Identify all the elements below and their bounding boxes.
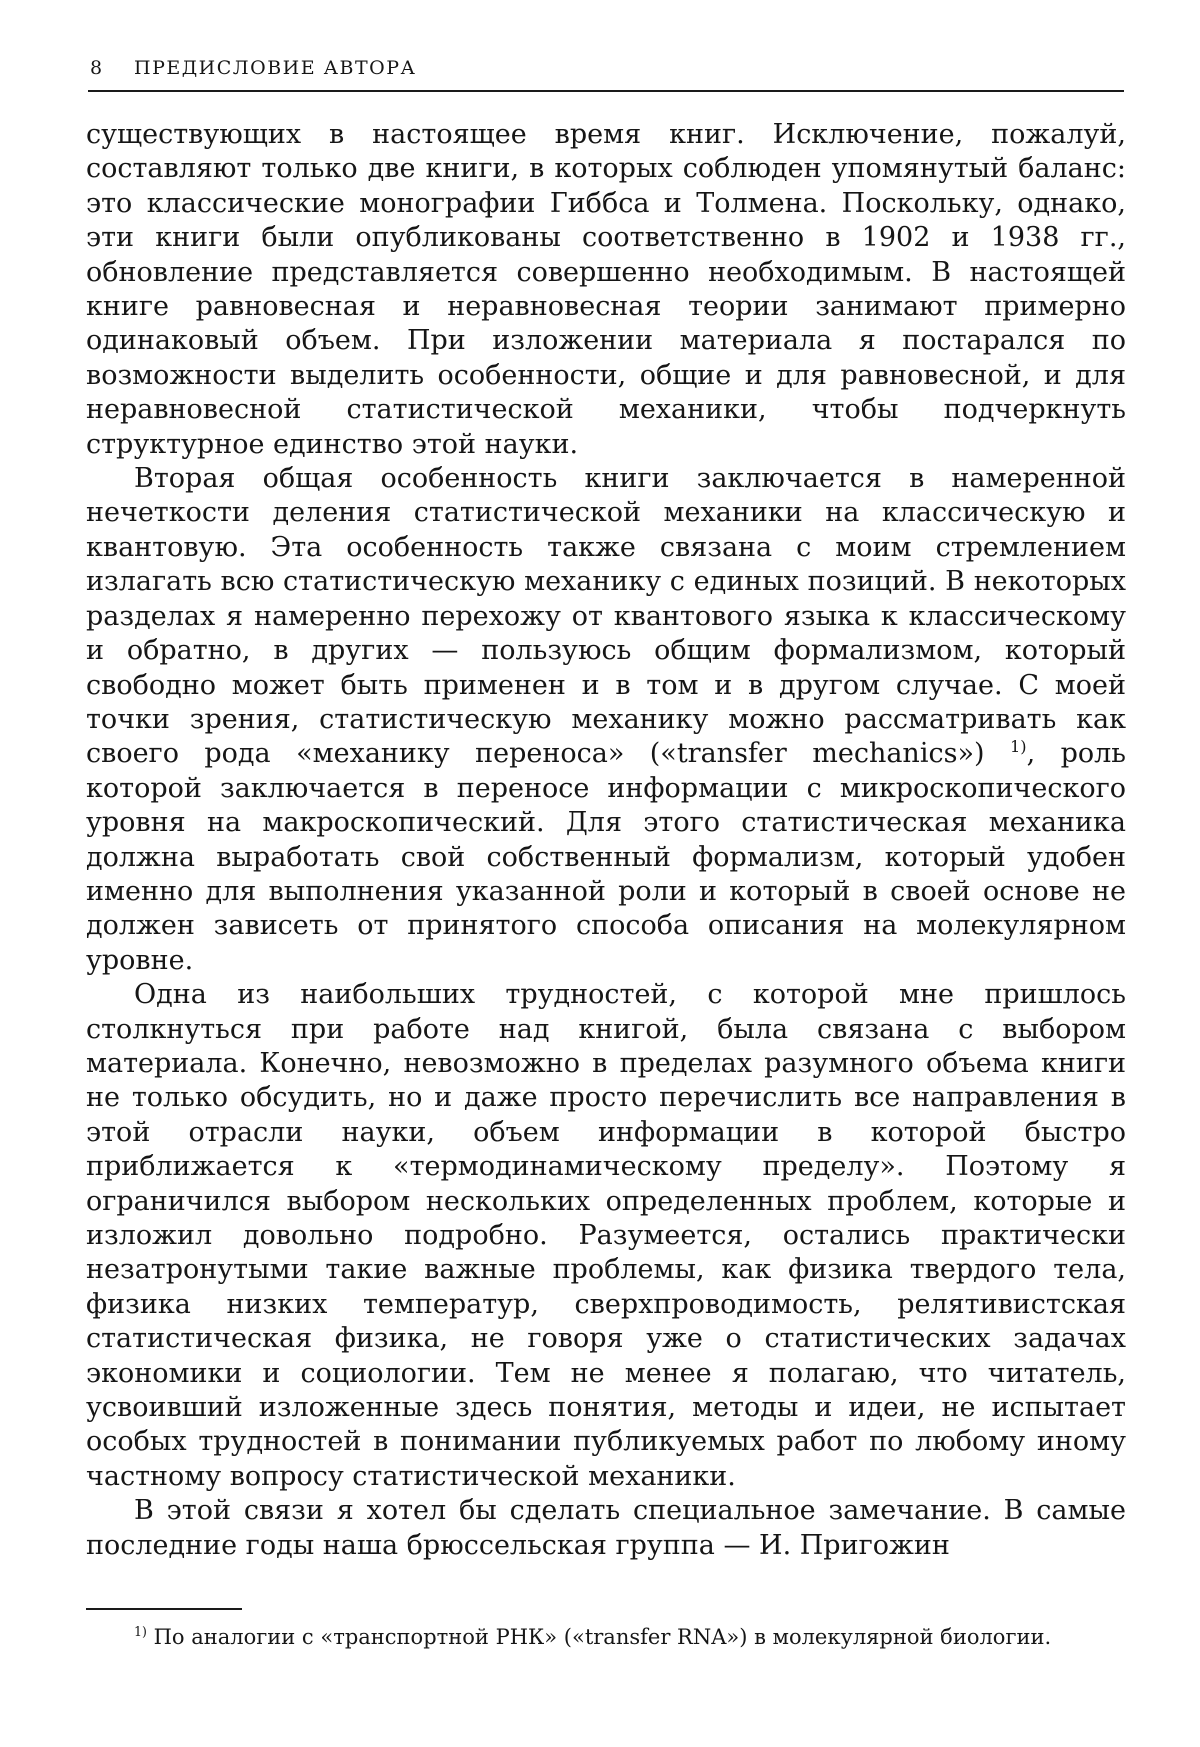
- paragraph-2: [86, 462, 1126, 978]
- page-number: 8: [90, 57, 104, 79]
- paragraph-4: В этой связи я хотел бы сделать специальное замечание. В самые последние годы наша брюссельская группа — И. Пригожин: [86, 1495, 1126, 1561]
- paragraph-2-part-2: , роль которой заключается в переносе информации с микроскопического уровня на макроскопический. Для этого статистическая механика должна выработать свой собственный формализм, который удобен именно для выполнения указанной роли и который в своей основе не должен зависеть от принятого способа описания на молекулярном уровне.: [86, 738, 1126, 976]
- footnote-mark: 1): [134, 1624, 147, 1639]
- body-text: [86, 118, 1126, 1563]
- running-head: [90, 56, 1120, 80]
- paragraph-2-part-1: Вторая общая особенность книги заключается в намеренной нечеткости деления статистической механики на классическую и квантовую. Эта особенность также связана с моим стремлением излагать всю статистическую механику с единых позиций. В некоторых разделах я намеренно перехожу от квантового языка к классическому и обратно, в других — пользуюсь общим формализмом, который свободно может быть применен и в том и в другом случае. С моей точки зрения, статистическую механику можно рассматривать как своего рода «механику переноса» («transfer mechanics»): [86, 463, 1126, 770]
- footnote: [86, 1622, 1126, 1652]
- chapter-title: ПРЕДИСЛОВИЕ АВТОРА: [134, 57, 417, 79]
- footnote-text: По аналогии с «транспортной РНК» («transfer RNA») в молекулярной биологии.: [146, 1625, 1052, 1649]
- header-rule: [88, 90, 1124, 92]
- paragraph-3: Одна из наибольших трудностей, с которой мне пришлось столкнуться при работе над книгой, была связана с выбором материала. Конечно, невозможно в пределах разумного объема книги не только обсудить, но и даже просто перечислить все направления в этой отрасли науки, объем информации в которой быстро приближается к «термодинамическому пределу». Поэтому я ограничился выбором нескольких определенных проблем, которые и изложил довольно подробно. Разумеется, остались практически незатронутыми такие важные проблемы, как физика твердого тела, физика низких температур, сверхпроводимость, релятивистская статистическая физика, не говоря уже о статистических задачах экономики и социологии. Тем не менее я полагаю, что читатель, усвоивший изложенные здесь понятия, методы и идеи, не испытает особых трудностей в понимании публикуемых работ по любому иному частному вопросу статистической механики.: [86, 979, 1126, 1492]
- paragraph-1: существующих в настоящее время книг. Исключение, пожалуй, составляют только две книги, в которых соблюден упомянутый баланс: это классические монографии Гиббса и Толмена. Поскольку, однако, эти книги были опубликованы соответственно в 1902 и 1938 гг., обновление представляется совершенно необходимым. В настоящей книге равновесная и неравновесная теории занимают примерно одинаковый объем. При изложении материала я постарался по возможности выделить особенности, общие и для равновесной, и для неравновесной статистической механики, чтобы подчеркнуть структурное единство этой науки.: [86, 119, 1126, 460]
- footnote-reference: 1): [1009, 737, 1027, 757]
- footnote-rule: [86, 1608, 242, 1610]
